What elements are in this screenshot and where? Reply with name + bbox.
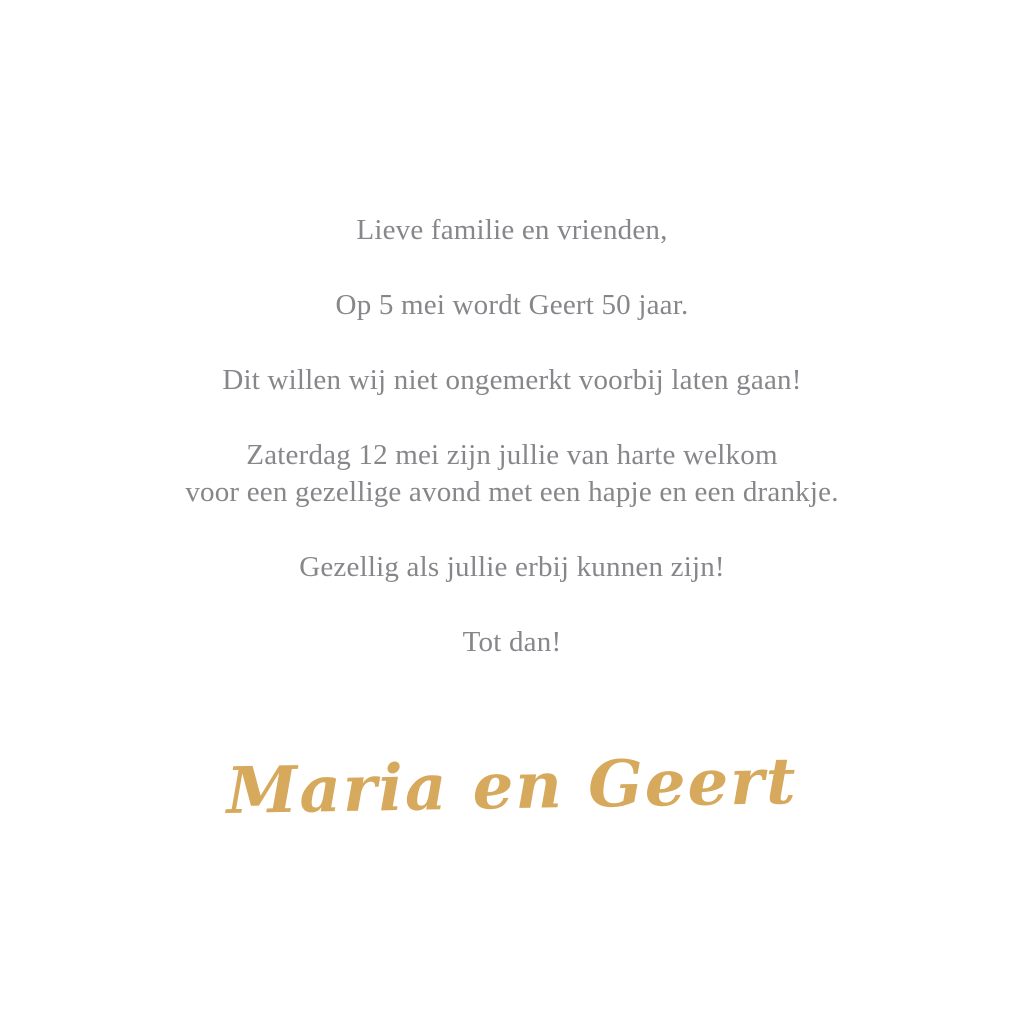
greeting-text: Lieve familie en vrienden, [356, 214, 668, 246]
event-date-text: Zaterdag 12 mei zijn jullie van harte welkom [246, 439, 778, 471]
event-description-text: voor een gezellige avond met een hapje en een drankje. [185, 476, 839, 508]
birthday-line [0, 287, 1024, 324]
announcement-line [0, 362, 1024, 399]
invitation-message [0, 212, 1024, 699]
event-details-lines [0, 437, 1024, 511]
announcement-text: Dit willen wij niet ongemerkt voorbij laten gaan! [222, 364, 802, 396]
closing-text: Tot dan! [462, 626, 562, 658]
closing-line [0, 624, 1024, 661]
hope-line [0, 549, 1024, 586]
hope-text: Gezellig als jullie erbij kunnen zijn! [299, 551, 725, 583]
signature-names: Maria en Geert [225, 744, 799, 829]
greeting-line [0, 212, 1024, 249]
birthday-text: Op 5 mei wordt Geert 50 jaar. [335, 289, 689, 321]
